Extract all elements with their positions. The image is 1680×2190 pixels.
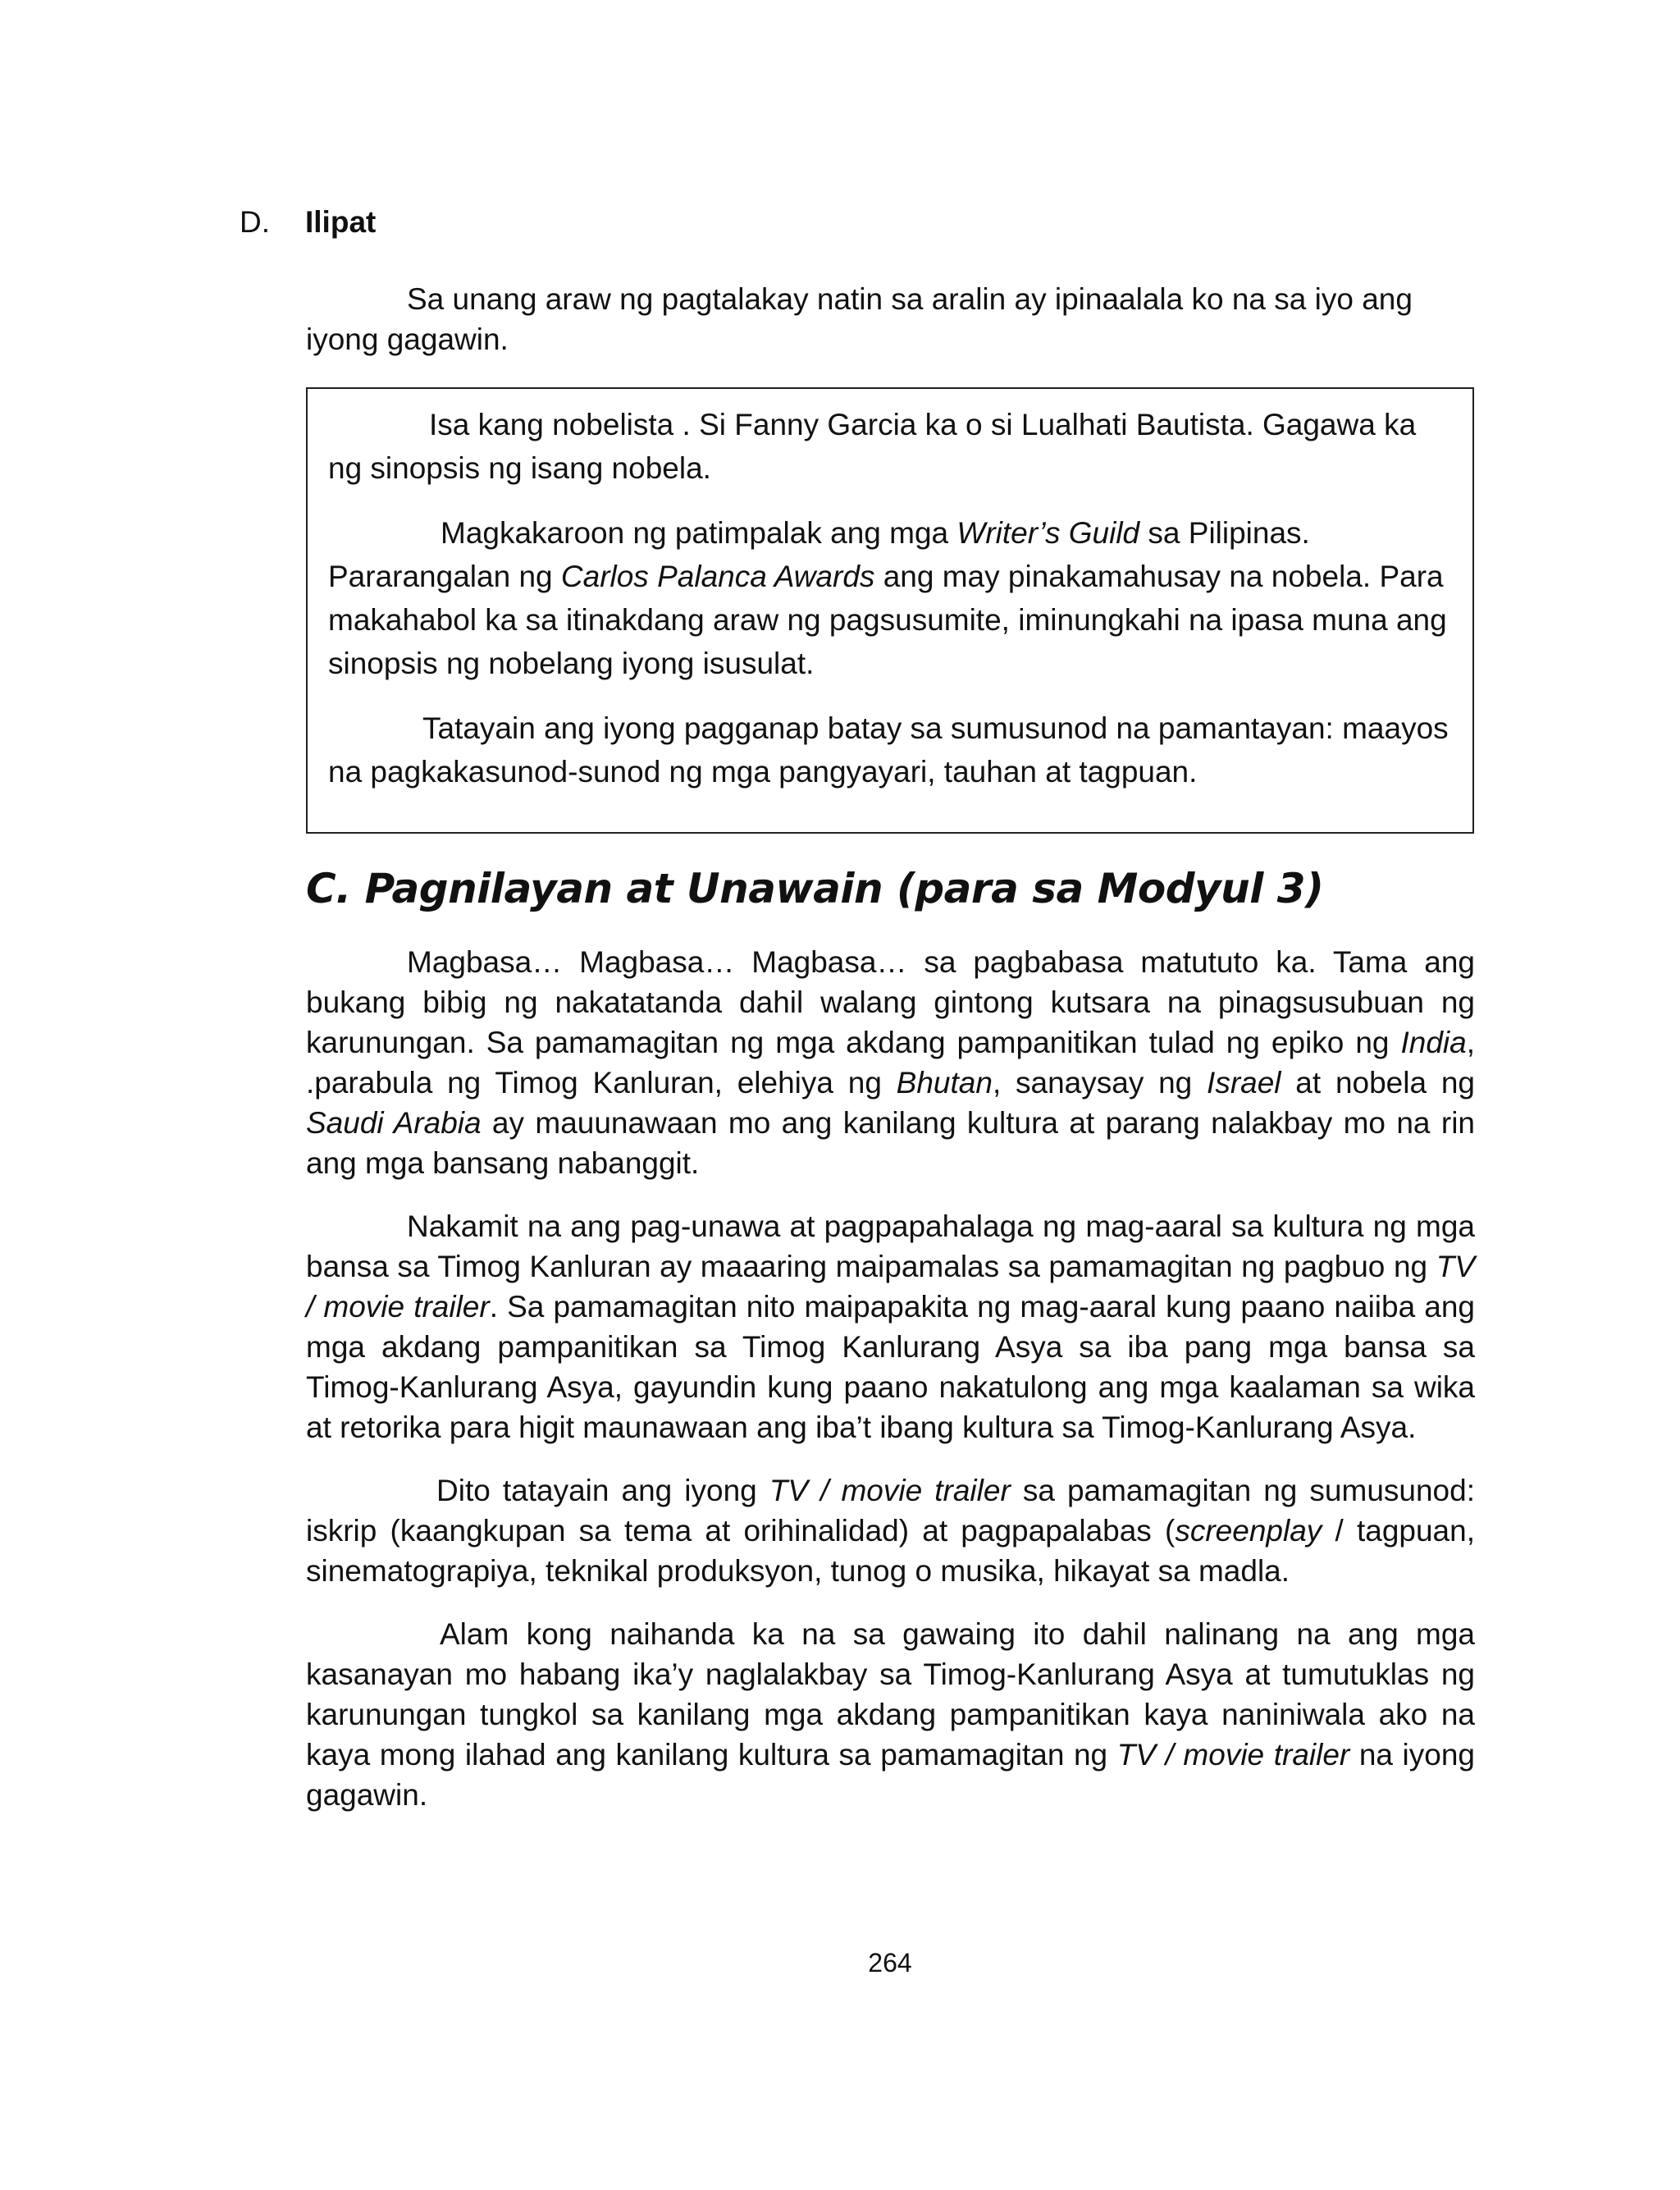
text-run: na iyong gagawin.: [306, 1738, 1476, 1812]
body-paragraph-1: [306, 942, 1475, 1183]
body-paragraph-2: [306, 1206, 1475, 1447]
text-run: , sanaysay ng: [992, 1066, 1208, 1100]
task-paragraph-2: [328, 511, 1454, 685]
text-run: Magkakaroon ng patimpalak ang mga: [441, 516, 957, 550]
italic-run: Israel: [1207, 1066, 1281, 1100]
text-run: sa pamamagitan ng sumusunod: iskrip (kaangkupan sa tema at orihinalidad) at pagpapalabas (: [306, 1474, 1475, 1548]
text-run: Alam kong naihanda ka na sa gawaing ito dahil nalinang na ang mga kasanayan mo habang ika’y naglalakbay sa Timog-Kanlurang Asya at tumutuklas ng karunungan tungkol sa kanilang mga akdang pampanitikan kaya naniniwala ako na kaya mong ilahad ang kanilang kultura sa pamamagitan ng: [306, 1617, 1475, 1772]
task-paragraph-1: Isa kang nobelista . Si Fanny Garcia ka o si Lualhati Bautista. Gagawa ka ng sinopsis ng isang nobela.: [328, 408, 1417, 485]
text-run: at nobela ng: [1281, 1066, 1475, 1100]
text-run: / tagpuan, sinematograpiya, teknikal produksyon, tunog o musika, hikayat sa madla.: [306, 1514, 1475, 1588]
italic-run: Saudi Arabia: [306, 1106, 482, 1140]
task-box: [306, 387, 1474, 834]
section-c-heading: C. Pagnilayan at Unawain (para sa Modyul 3): [306, 865, 1324, 912]
text-run: Dito tatayain ang iyong: [436, 1474, 769, 1507]
text-run: ay mauunawaan mo ang kanilang kultura at parang nalakbay mo na rin ang mga bansang nabanggit.: [306, 1106, 1475, 1180]
text-run: Nakamit na ang pag-unawa at pagpapahalaga ng mag-aaral sa kultura ng mga bansa sa Timog Kanluran ay maaaring maipamalas sa pamamagitan ng pagbuo ng: [306, 1209, 1475, 1283]
section-d-letter: D.: [240, 205, 270, 239]
italic-run: TV / movie trailer: [1116, 1738, 1350, 1772]
body-paragraph-4: [306, 1614, 1475, 1815]
italic-run: India: [1400, 1026, 1467, 1059]
body-paragraph-3: [306, 1470, 1475, 1591]
italic-run: Carlos Palanca Awards: [560, 560, 875, 593]
text-run: . Sa pamamagitan nito maipapakita ng mag-aaral kung paano naiiba ang mga akdang pampanitikan sa Timog Kanlurang Asya sa iba pang mga bansa sa Timog-Kanlurang Asya, gayundin kung paano nakatulong ang mga kaalaman sa wika at retorika para higit maunawaan ang iba’t ibang kultura sa Timog-Kanlurang Asya.: [306, 1290, 1476, 1444]
section-c-body: [306, 942, 1475, 1838]
section-d-title: Ilipat: [305, 205, 377, 239]
text-run: sa Pilipinas. Pararangalan ng: [328, 516, 1310, 593]
page-number: 264: [868, 1948, 912, 1977]
italic-run: TV / movie trailer: [306, 1250, 1475, 1324]
text-run: Magbasa… Magbasa… Magbasa… sa pagbabasa matututo ka. Tama ang bukang bibig ng nakatatanda dahil walang gintong kutsara na pinagsusubuan ng karunungan. Sa pamamagitan ng mga akdang pampanitikan tulad ng epiko ng: [306, 945, 1475, 1059]
intro-paragraph: Sa unang araw ng pagtalakay natin sa aralin ay ipinaalala ko na sa iyo ang iyong gagawin.: [306, 282, 1413, 356]
italic-run: Writer’s Guild: [956, 516, 1140, 550]
italic-run: screenplay: [1175, 1514, 1322, 1548]
text-run: ang may pinakamahusay na nobela. Para makahabol ka sa itinakdang araw ng pagsusumite, iminungkahi na ipasa muna ang sinopsis ng nobelang iyong isusulat.: [328, 560, 1447, 680]
section-d-intro: [306, 279, 1475, 359]
italic-run: Bhutan: [896, 1066, 993, 1100]
italic-run: TV / movie trailer: [769, 1474, 1011, 1507]
section-d-heading: [240, 203, 376, 242]
text-run: , .parabula ng Timog Kanluran, elehiya ng: [306, 1026, 1475, 1100]
task-paragraph-3: Tatayain ang iyong pagganap batay sa sumusunod na pamantayan: maayos na pagkakasunod-sunod ng mga pangyayari, tauhan at tagpuan.: [328, 711, 1449, 789]
